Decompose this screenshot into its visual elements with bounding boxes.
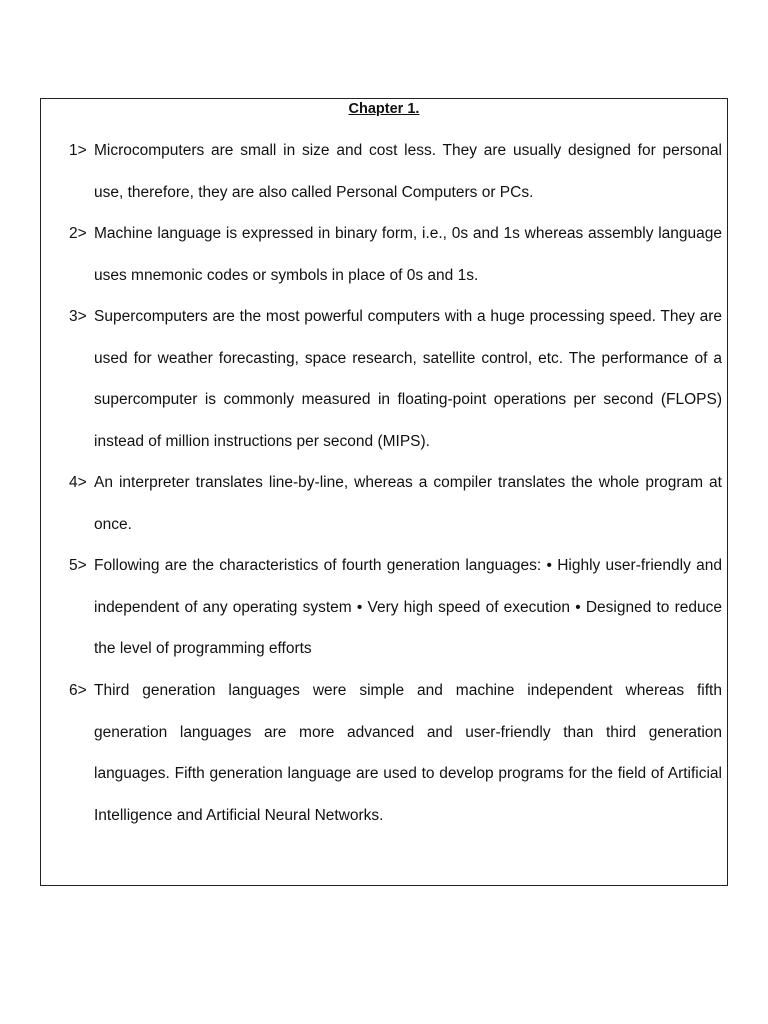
item-number: 5> [69, 557, 87, 574]
item-text: Machine language is expressed in binary form, i.e., 0s and 1s whereas assembly language uses mnemonic codes or symbols in place of 0s and 1s. [94, 225, 722, 284]
item-text: Following are the characteristics of fourth generation languages: • Highly user-friendly and independent of any operating system • Very high speed of execution • Designed to reduce the level of programming efforts [94, 557, 722, 657]
list-item [69, 670, 722, 836]
item-number: 6> [69, 682, 87, 699]
list-item [69, 296, 722, 462]
item-number: 2> [69, 225, 87, 242]
list-item [69, 130, 722, 213]
item-number: 1> [69, 142, 87, 159]
item-text: Third generation languages were simple and machine independent whereas fifth generation languages are more advanced and user-friendly than third generation languages. Fifth generation language are used to develop programs for the field of Artificial Intelligence and Artificial Neural Networks. [94, 682, 722, 824]
list-item [69, 213, 722, 296]
item-number: 3> [69, 308, 87, 325]
item-text: Microcomputers are small in size and cost less. They are usually designed for personal use, therefore, they are also called Personal Computers or PCs. [94, 142, 722, 201]
chapter-title: Chapter 1. [348, 101, 420, 117]
item-text: An interpreter translates line-by-line, whereas a compiler translates the whole program at once. [94, 474, 722, 533]
list-item [69, 545, 722, 670]
list-item [69, 462, 722, 545]
item-number: 4> [69, 474, 87, 491]
item-text: Supercomputers are the most powerful computers with a huge processing speed. They are used for weather forecasting, space research, satellite control, etc. The performance of a supercomputer is commonly measured in floating-point operations per second (FLOPS) instead of million instructions per second (MIPS). [94, 308, 722, 450]
document-frame [40, 98, 728, 886]
